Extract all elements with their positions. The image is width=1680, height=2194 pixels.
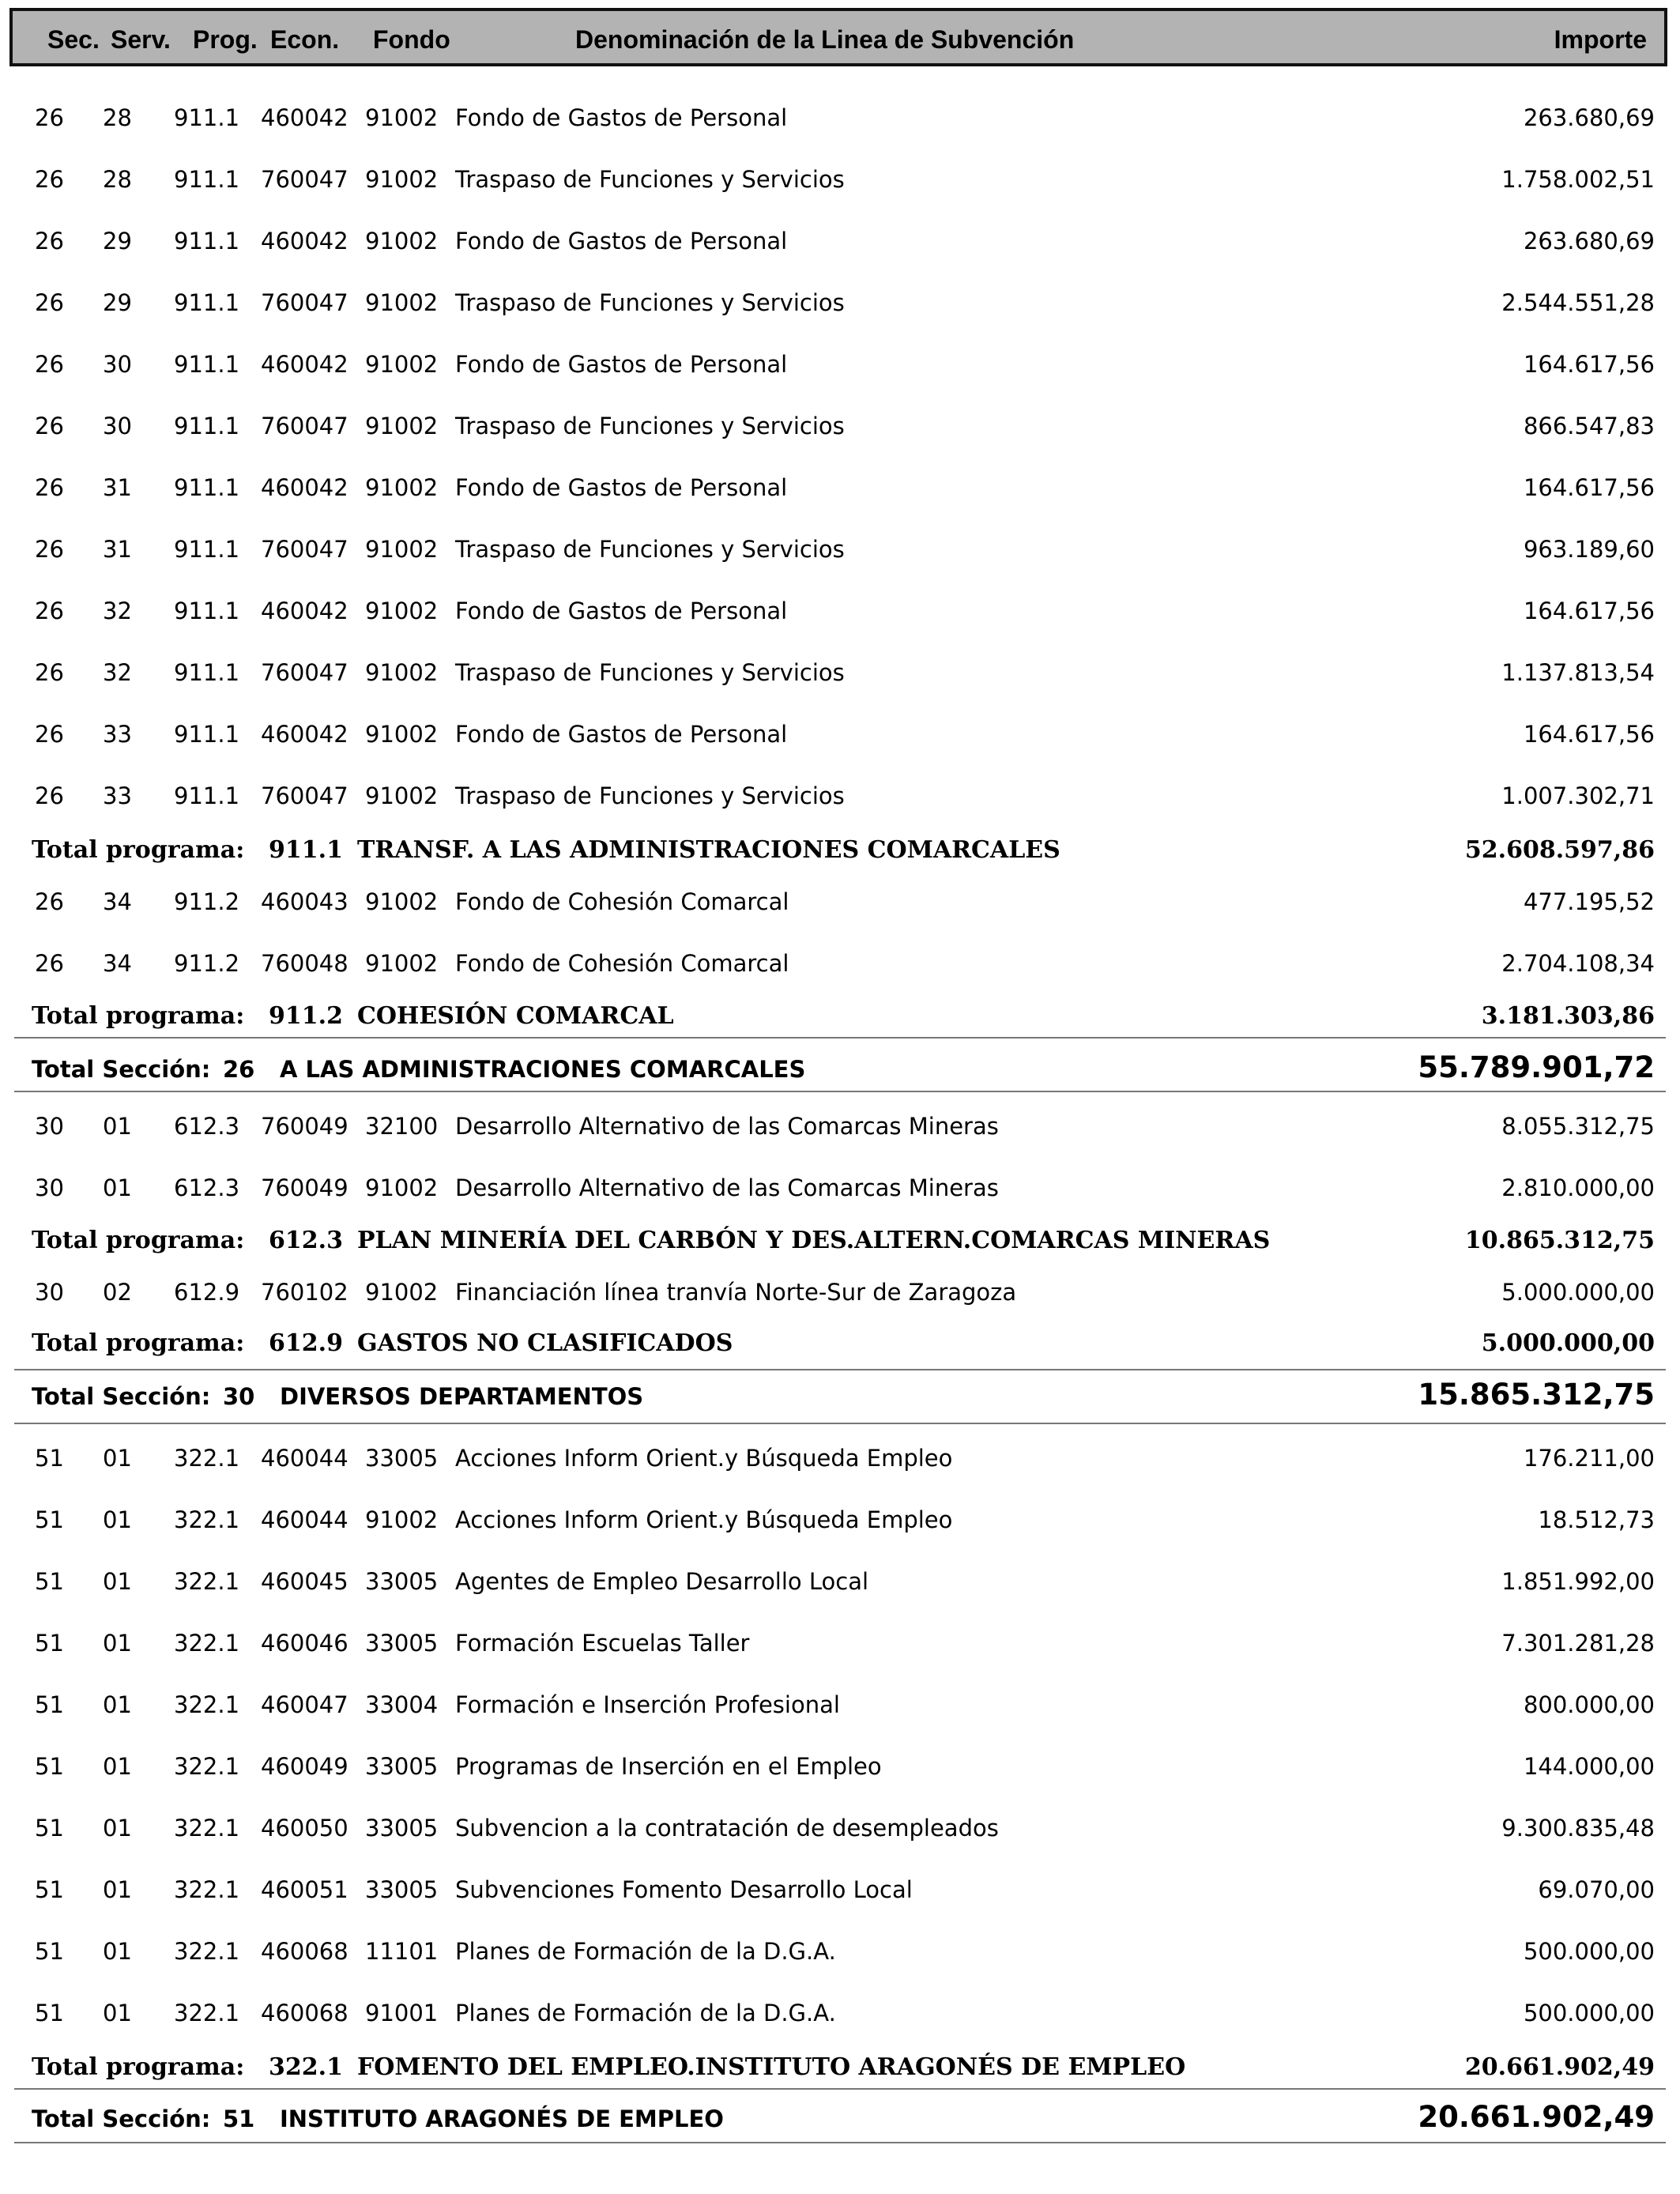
section-total-name: INSTITUTO ARAGONÉS DE EMPLEO xyxy=(280,2105,724,2132)
cell-denom: Fondo de Gastos de Personal xyxy=(455,351,788,378)
cell-econ: 760047 xyxy=(261,166,348,193)
cell-denom: Traspaso de Funciones y Servicios xyxy=(455,289,845,316)
cell-prog: 911.1 xyxy=(174,413,240,439)
cell-denom: Programas de Inserción en el Empleo xyxy=(455,1753,882,1780)
cell-sec: 51 xyxy=(35,1568,64,1595)
cell-denom: Fondo de Gastos de Personal xyxy=(455,598,788,624)
cell-denom: Agentes de Empleo Desarrollo Local xyxy=(455,1568,869,1595)
cell-sec: 26 xyxy=(35,413,64,439)
program-total-row xyxy=(0,1219,1680,1266)
cell-importe: 1.007.302,71 xyxy=(1501,782,1655,809)
cell-sec: 26 xyxy=(35,721,64,748)
cell-importe: 866.547,83 xyxy=(1523,413,1655,439)
cell-fondo: 32100 xyxy=(365,1113,439,1140)
cell-sec: 51 xyxy=(35,1445,64,1472)
cell-fondo: 11101 xyxy=(365,1938,439,1965)
cell-prog: 612.3 xyxy=(174,1174,240,1201)
section-divider xyxy=(14,1369,1666,1370)
cell-denom: Financiación línea tranvía Norte-Sur de Zaragoza xyxy=(455,1279,1017,1306)
table-row xyxy=(0,463,1680,511)
section-total-row xyxy=(0,1046,1680,1094)
cell-importe: 18.512,73 xyxy=(1538,1506,1655,1533)
cell-econ: 460042 xyxy=(261,351,348,378)
cell-econ: 760048 xyxy=(261,950,348,977)
program-total-row xyxy=(0,828,1680,876)
cell-denom: Planes de Formación de la D.G.A. xyxy=(455,1938,836,1965)
cell-sec: 51 xyxy=(35,2000,64,2026)
cell-econ: 460047 xyxy=(261,1691,348,1718)
cell-prog: 911.1 xyxy=(174,721,240,748)
cell-serv: 01 xyxy=(103,1876,132,1903)
cell-prog: 322.1 xyxy=(174,1815,240,1842)
program-total-code: 322.1 xyxy=(269,2053,343,2081)
cell-denom: Acciones Inform Orient.y Búsqueda Empleo xyxy=(455,1506,953,1533)
cell-serv: 30 xyxy=(103,413,132,439)
cell-prog: 911.1 xyxy=(174,104,240,131)
table-row xyxy=(0,1557,1680,1604)
cell-sec: 51 xyxy=(35,1753,64,1780)
cell-denom: Fondo de Gastos de Personal xyxy=(455,474,788,501)
cell-fondo: 33005 xyxy=(365,1445,439,1472)
cell-fondo: 91002 xyxy=(365,782,439,809)
header-sec: Sec. xyxy=(47,25,100,54)
cell-sec: 26 xyxy=(35,598,64,624)
program-total-label: Total programa: xyxy=(32,1329,245,1357)
cell-econ: 460042 xyxy=(261,104,348,131)
program-total-label: Total programa: xyxy=(32,1002,245,1030)
section-divider xyxy=(14,2088,1666,2090)
program-total-importe: 52.608.597,86 xyxy=(1464,836,1655,864)
cell-serv: 01 xyxy=(103,2000,132,2026)
cell-sec: 51 xyxy=(35,1938,64,1965)
program-total-importe: 5.000.000,00 xyxy=(1481,1329,1655,1357)
cell-denom: Subvenciones Fomento Desarrollo Local xyxy=(455,1876,913,1903)
table-row xyxy=(0,1865,1680,1913)
cell-prog: 322.1 xyxy=(174,1506,240,1533)
table-row xyxy=(0,1927,1680,1974)
cell-fondo: 91002 xyxy=(365,1506,439,1533)
cell-sec: 26 xyxy=(35,782,64,809)
section-total-importe: 55.789.901,72 xyxy=(1418,1050,1655,1084)
cell-sec: 26 xyxy=(35,536,64,563)
cell-fondo: 91002 xyxy=(365,950,439,977)
cell-econ: 760047 xyxy=(261,413,348,439)
cell-econ: 460044 xyxy=(261,1506,348,1533)
cell-denom: Desarrollo Alternativo de las Comarcas Mineras xyxy=(455,1113,999,1140)
cell-econ: 460042 xyxy=(261,474,348,501)
cell-econ: 460045 xyxy=(261,1568,348,1595)
cell-denom: Fondo de Gastos de Personal xyxy=(455,721,788,748)
program-total-name: COHESIÓN COMARCAL xyxy=(357,1002,674,1030)
cell-econ: 760047 xyxy=(261,289,348,316)
table-row xyxy=(0,1619,1680,1666)
header-serv: Serv. xyxy=(111,25,171,54)
section-total-name: DIVERSOS DEPARTAMENTOS xyxy=(280,1383,644,1410)
cell-sec: 26 xyxy=(35,351,64,378)
cell-denom: Fondo de Cohesión Comarcal xyxy=(455,950,789,977)
cell-econ: 460043 xyxy=(261,888,348,915)
cell-prog: 911.1 xyxy=(174,474,240,501)
cell-sec: 26 xyxy=(35,289,64,316)
cell-importe: 176.211,00 xyxy=(1523,1445,1655,1472)
cell-sec: 26 xyxy=(35,104,64,131)
cell-fondo: 33005 xyxy=(365,1568,439,1595)
cell-sec: 26 xyxy=(35,474,64,501)
cell-importe: 164.617,56 xyxy=(1523,598,1655,624)
program-total-label: Total programa: xyxy=(32,2053,245,2081)
cell-sec: 51 xyxy=(35,1815,64,1842)
cell-prog: 911.1 xyxy=(174,351,240,378)
cell-prog: 911.1 xyxy=(174,536,240,563)
section-divider xyxy=(14,2142,1666,2143)
cell-serv: 01 xyxy=(103,1815,132,1842)
program-total-importe: 20.661.902,49 xyxy=(1464,2053,1655,2081)
cell-econ: 460050 xyxy=(261,1815,348,1842)
cell-sec: 51 xyxy=(35,1691,64,1718)
cell-fondo: 91001 xyxy=(365,2000,439,2026)
cell-serv: 28 xyxy=(103,166,132,193)
cell-serv: 33 xyxy=(103,721,132,748)
cell-fondo: 91002 xyxy=(365,536,439,563)
cell-importe: 164.617,56 xyxy=(1523,474,1655,501)
program-total-code: 911.2 xyxy=(269,1002,343,1030)
cell-importe: 2.544.551,28 xyxy=(1501,289,1655,316)
cell-importe: 963.189,60 xyxy=(1523,536,1655,563)
cell-importe: 69.070,00 xyxy=(1538,1876,1655,1903)
cell-fondo: 91002 xyxy=(365,474,439,501)
program-total-label: Total programa: xyxy=(32,836,245,864)
table-row xyxy=(0,1680,1680,1728)
cell-prog: 322.1 xyxy=(174,1938,240,1965)
section-total-label: Total Sección: xyxy=(32,1056,211,1083)
cell-importe: 164.617,56 xyxy=(1523,721,1655,748)
cell-econ: 460046 xyxy=(261,1630,348,1657)
cell-importe: 5.000.000,00 xyxy=(1501,1279,1655,1306)
section-total-code: 51 xyxy=(223,2105,255,2132)
section-total-importe: 20.661.902,49 xyxy=(1418,2100,1655,2134)
table-row xyxy=(0,771,1680,819)
cell-fondo: 91002 xyxy=(365,721,439,748)
cell-econ: 460068 xyxy=(261,2000,348,2026)
table-row xyxy=(0,1434,1680,1481)
cell-importe: 500.000,00 xyxy=(1523,1938,1655,1965)
table-row xyxy=(0,1102,1680,1149)
cell-prog: 911.1 xyxy=(174,782,240,809)
cell-econ: 460049 xyxy=(261,1753,348,1780)
table-row xyxy=(0,155,1680,202)
cell-serv: 01 xyxy=(103,1691,132,1718)
cell-econ: 760047 xyxy=(261,536,348,563)
cell-prog: 612.9 xyxy=(174,1279,240,1306)
cell-sec: 26 xyxy=(35,228,64,254)
table-row xyxy=(0,1495,1680,1543)
cell-econ: 460042 xyxy=(261,721,348,748)
section-total-row xyxy=(0,2096,1680,2143)
cell-serv: 31 xyxy=(103,474,132,501)
cell-denom: Fondo de Cohesión Comarcal xyxy=(455,888,789,915)
cell-fondo: 91002 xyxy=(365,659,439,686)
cell-econ: 760049 xyxy=(261,1174,348,1201)
cell-importe: 263.680,69 xyxy=(1523,104,1655,131)
cell-fondo: 33005 xyxy=(365,1815,439,1842)
cell-denom: Subvencion a la contratación de desempleados xyxy=(455,1815,999,1842)
cell-fondo: 33005 xyxy=(365,1630,439,1657)
program-total-name: TRANSF. A LAS ADMINISTRACIONES COMARCALES xyxy=(357,836,1060,864)
cell-denom: Traspaso de Funciones y Servicios xyxy=(455,782,845,809)
cell-fondo: 33005 xyxy=(365,1753,439,1780)
cell-serv: 32 xyxy=(103,598,132,624)
cell-fondo: 91002 xyxy=(365,413,439,439)
cell-prog: 911.2 xyxy=(174,888,240,915)
cell-prog: 322.1 xyxy=(174,1568,240,1595)
table-row xyxy=(0,1804,1680,1851)
header-fondo: Fondo xyxy=(373,25,450,54)
cell-serv: 33 xyxy=(103,782,132,809)
header-importe: Importe xyxy=(1554,25,1647,54)
cell-denom: Formación Escuelas Taller xyxy=(455,1630,750,1657)
cell-sec: 51 xyxy=(35,1506,64,1533)
cell-sec: 30 xyxy=(35,1279,64,1306)
cell-sec: 51 xyxy=(35,1630,64,1657)
cell-prog: 322.1 xyxy=(174,1691,240,1718)
cell-serv: 34 xyxy=(103,888,132,915)
table-row xyxy=(0,586,1680,634)
section-total-importe: 15.865.312,75 xyxy=(1418,1378,1655,1412)
cell-prog: 322.1 xyxy=(174,1753,240,1780)
cell-importe: 144.000,00 xyxy=(1523,1753,1655,1780)
cell-prog: 911.1 xyxy=(174,166,240,193)
cell-serv: 30 xyxy=(103,351,132,378)
section-total-label: Total Sección: xyxy=(32,2105,211,2132)
table-row xyxy=(0,648,1680,696)
cell-serv: 29 xyxy=(103,289,132,316)
cell-econ: 760047 xyxy=(261,782,348,809)
cell-fondo: 91002 xyxy=(365,888,439,915)
cell-fondo: 91002 xyxy=(365,1279,439,1306)
table-row xyxy=(0,340,1680,387)
program-total-name: GASTOS NO CLASIFICADOS xyxy=(357,1329,733,1357)
program-total-code: 612.3 xyxy=(269,1227,343,1254)
cell-importe: 7.301.281,28 xyxy=(1501,1630,1655,1657)
section-total-code: 30 xyxy=(223,1383,255,1410)
cell-sec: 26 xyxy=(35,166,64,193)
program-total-importe: 3.181.303,86 xyxy=(1481,1002,1655,1030)
cell-serv: 01 xyxy=(103,1753,132,1780)
cell-econ: 460042 xyxy=(261,598,348,624)
cell-denom: Traspaso de Funciones y Servicios xyxy=(455,166,845,193)
cell-sec: 30 xyxy=(35,1113,64,1140)
table-row xyxy=(0,877,1680,925)
section-total-code: 26 xyxy=(223,1056,255,1083)
cell-fondo: 91002 xyxy=(365,1174,439,1201)
table-header xyxy=(9,8,1667,66)
cell-serv: 01 xyxy=(103,1445,132,1472)
cell-econ: 460042 xyxy=(261,228,348,254)
cell-serv: 31 xyxy=(103,536,132,563)
cell-sec: 26 xyxy=(35,659,64,686)
cell-fondo: 91002 xyxy=(365,228,439,254)
section-divider xyxy=(14,1423,1666,1424)
cell-econ: 760047 xyxy=(261,659,348,686)
cell-importe: 1.758.002,51 xyxy=(1501,166,1655,193)
cell-denom: Desarrollo Alternativo de las Comarcas Mineras xyxy=(455,1174,999,1201)
cell-sec: 26 xyxy=(35,950,64,977)
table-row xyxy=(0,93,1680,141)
table-row xyxy=(0,1163,1680,1211)
table-row xyxy=(0,278,1680,326)
table-row xyxy=(0,1989,1680,2036)
program-total-name: PLAN MINERÍA DEL CARBÓN Y DES.ALTERN.COMARCAS MINERAS xyxy=(357,1227,1271,1254)
program-total-row xyxy=(0,994,1680,1042)
cell-serv: 01 xyxy=(103,1174,132,1201)
table-row xyxy=(0,401,1680,449)
cell-serv: 01 xyxy=(103,1113,132,1140)
cell-prog: 322.1 xyxy=(174,1630,240,1657)
cell-denom: Traspaso de Funciones y Servicios xyxy=(455,413,845,439)
section-divider xyxy=(14,1091,1666,1092)
cell-importe: 164.617,56 xyxy=(1523,351,1655,378)
header-prog: Prog. xyxy=(193,25,258,54)
cell-serv: 29 xyxy=(103,228,132,254)
cell-importe: 2.810.000,00 xyxy=(1501,1174,1655,1201)
cell-serv: 02 xyxy=(103,1279,132,1306)
cell-sec: 26 xyxy=(35,888,64,915)
cell-prog: 911.1 xyxy=(174,598,240,624)
cell-fondo: 91002 xyxy=(365,166,439,193)
cell-importe: 1.137.813,54 xyxy=(1501,659,1655,686)
section-total-row xyxy=(0,1374,1680,1421)
cell-sec: 51 xyxy=(35,1876,64,1903)
program-total-row xyxy=(0,2045,1680,2093)
program-total-row xyxy=(0,1321,1680,1369)
cell-fondo: 91002 xyxy=(365,351,439,378)
cell-importe: 1.851.992,00 xyxy=(1501,1568,1655,1595)
cell-serv: 28 xyxy=(103,104,132,131)
cell-importe: 500.000,00 xyxy=(1523,2000,1655,2026)
cell-denom: Planes de Formación de la D.G.A. xyxy=(455,2000,836,2026)
section-total-label: Total Sección: xyxy=(32,1383,211,1410)
cell-prog: 911.1 xyxy=(174,289,240,316)
program-total-importe: 10.865.312,75 xyxy=(1464,1227,1655,1254)
cell-econ: 460051 xyxy=(261,1876,348,1903)
cell-serv: 01 xyxy=(103,1568,132,1595)
cell-prog: 911.2 xyxy=(174,950,240,977)
cell-denom: Formación e Inserción Profesional xyxy=(455,1691,840,1718)
cell-prog: 322.1 xyxy=(174,1445,240,1472)
cell-importe: 263.680,69 xyxy=(1523,228,1655,254)
cell-importe: 8.055.312,75 xyxy=(1501,1113,1655,1140)
cell-serv: 01 xyxy=(103,1630,132,1657)
cell-econ: 760102 xyxy=(261,1279,348,1306)
cell-importe: 2.704.108,34 xyxy=(1501,950,1655,977)
cell-serv: 01 xyxy=(103,1938,132,1965)
section-divider xyxy=(14,1037,1666,1039)
cell-prog: 612.3 xyxy=(174,1113,240,1140)
cell-prog: 911.1 xyxy=(174,659,240,686)
table-row xyxy=(0,710,1680,757)
cell-serv: 34 xyxy=(103,950,132,977)
header-denominacion: Denominación de la Linea de Subvención xyxy=(575,25,1075,54)
cell-fondo: 33005 xyxy=(365,1876,439,1903)
program-total-label: Total programa: xyxy=(32,1227,245,1254)
program-total-code: 612.9 xyxy=(269,1329,343,1357)
cell-prog: 911.1 xyxy=(174,228,240,254)
cell-denom: Traspaso de Funciones y Servicios xyxy=(455,536,845,563)
cell-importe: 477.195,52 xyxy=(1523,888,1655,915)
cell-denom: Traspaso de Funciones y Servicios xyxy=(455,659,845,686)
cell-denom: Acciones Inform Orient.y Búsqueda Empleo xyxy=(455,1445,953,1472)
cell-importe: 9.300.835,48 xyxy=(1501,1815,1655,1842)
cell-fondo: 91002 xyxy=(365,289,439,316)
cell-econ: 460044 xyxy=(261,1445,348,1472)
cell-serv: 01 xyxy=(103,1506,132,1533)
table-row xyxy=(0,525,1680,572)
cell-fondo: 91002 xyxy=(365,104,439,131)
cell-prog: 322.1 xyxy=(174,2000,240,2026)
table-row xyxy=(0,217,1680,264)
table-row xyxy=(0,1268,1680,1315)
cell-sec: 30 xyxy=(35,1174,64,1201)
table-row xyxy=(0,939,1680,986)
cell-importe: 800.000,00 xyxy=(1523,1691,1655,1718)
header-econ: Econ. xyxy=(270,25,340,54)
cell-fondo: 33004 xyxy=(365,1691,439,1718)
cell-prog: 322.1 xyxy=(174,1876,240,1903)
program-total-name: FOMENTO DEL EMPLEO.INSTITUTO ARAGONÉS DE EMPLEO xyxy=(357,2053,1186,2081)
section-total-name: A LAS ADMINISTRACIONES COMARCALES xyxy=(280,1056,806,1083)
cell-denom: Fondo de Gastos de Personal xyxy=(455,228,788,254)
cell-denom: Fondo de Gastos de Personal xyxy=(455,104,788,131)
program-total-code: 911.1 xyxy=(269,836,343,864)
cell-fondo: 91002 xyxy=(365,598,439,624)
cell-econ: 760049 xyxy=(261,1113,348,1140)
table-row xyxy=(0,1742,1680,1789)
cell-econ: 460068 xyxy=(261,1938,348,1965)
cell-serv: 32 xyxy=(103,659,132,686)
